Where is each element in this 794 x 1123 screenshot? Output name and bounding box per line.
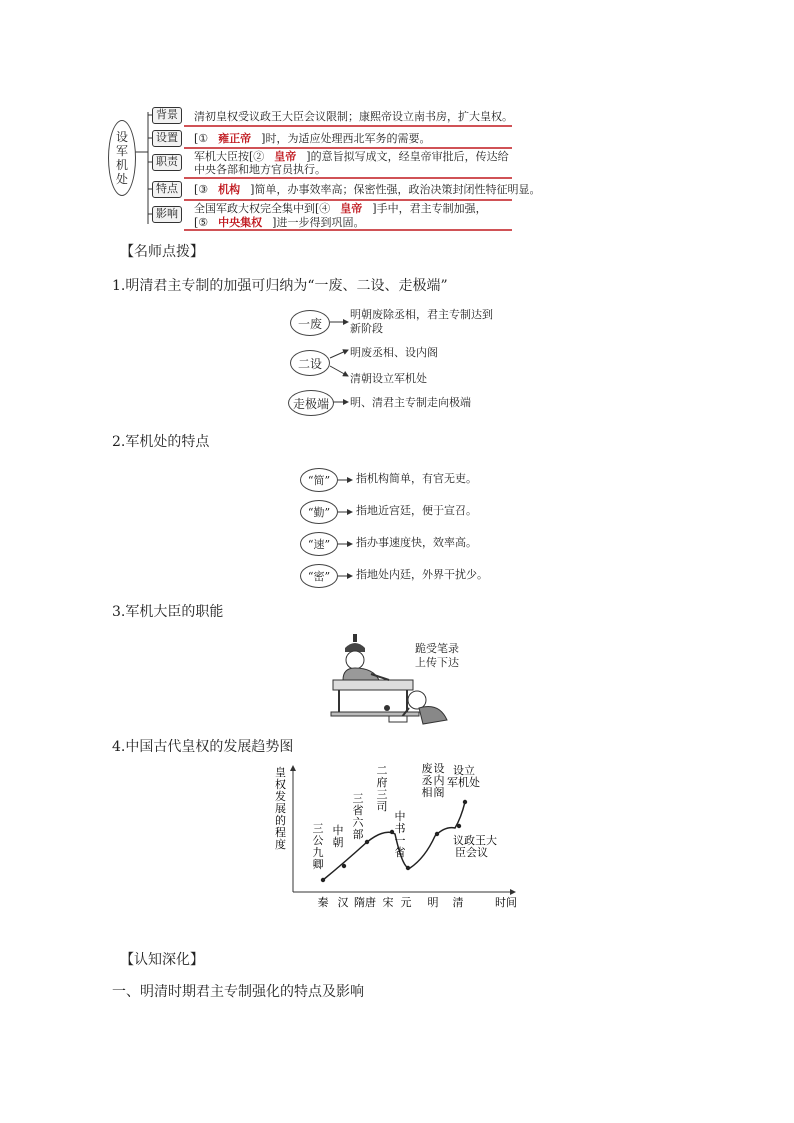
trend-point — [463, 800, 467, 804]
d1-text: 明、清君主专制走向极端 — [350, 396, 471, 409]
feature-desc: 指机构简单，有官无吏。 — [356, 472, 477, 485]
chart-annotation: 三省六部 — [352, 792, 364, 841]
chart-annotation: 中朝 — [332, 824, 344, 849]
diagram-yifei-ershe — [288, 306, 518, 416]
row-text-segment: ]简单，办事效率高；保密性强，政治决策封闭性特征明显。 — [250, 183, 541, 196]
trend-point — [406, 866, 410, 870]
feature-desc: 指办事速度快，效率高。 — [356, 536, 477, 549]
x-tick-label: 隋唐 — [354, 896, 376, 909]
row-text-segment: ]进一步得到巩固。 — [272, 216, 365, 229]
answer-text: 雍正帝 — [218, 132, 252, 145]
heading-renzhi: 【认知深化】 — [120, 952, 204, 968]
trend-point — [435, 832, 439, 836]
chart-annotation: 二府三司 — [376, 764, 388, 813]
feature-desc: 指地处内廷，外界干扰少。 — [356, 568, 488, 581]
junjichu-row-text — [194, 163, 326, 177]
row-text-segment: [③ — [194, 183, 209, 196]
row-text-segment: ]的意旨拟写成文，经皇帝审批后，传达给 — [306, 150, 509, 163]
d1-text: 新阶段 — [350, 322, 383, 335]
x-tick-label: 元 — [400, 896, 412, 909]
junjichu-tag: 职责 — [152, 154, 182, 171]
d1-text: 清朝设立军机处 — [350, 372, 427, 385]
junjichu-center-oval — [108, 120, 136, 196]
heading-s1: 1.明清君主专制的加强可归纳为“一废、二设、走极端” — [112, 278, 448, 294]
chart-annotation: 议政王大臣会议 — [453, 834, 497, 859]
feature-key: “密” — [300, 564, 338, 588]
heading-part1: 一、明清时期君主专制强化的特点及影响 — [112, 984, 364, 1000]
answer-text: 皇帝 — [340, 202, 363, 215]
x-tick-label: 秦 — [317, 896, 329, 909]
heading-s3: 3.军机大臣的职能 — [112, 604, 224, 620]
feature-key: “速” — [300, 532, 338, 556]
junjichu-tag: 影响 — [152, 206, 182, 223]
junjichu-tag: 设置 — [152, 130, 182, 147]
junjichu-row-text — [194, 150, 509, 164]
junjichu-row-text — [194, 183, 540, 197]
illustration-caption: 上传下达 — [415, 656, 459, 669]
row-text-segment: 中央各部和地方官员执行。 — [194, 163, 326, 176]
junjichu-row-text — [194, 110, 513, 124]
answer-text: 机构 — [218, 183, 241, 196]
row-text-segment: ]手中，君主专制加强， — [372, 202, 487, 215]
power-trend-chart — [275, 762, 525, 912]
x-tick-label: 汉 — [337, 896, 349, 909]
x-axis-label: 时间 — [495, 896, 517, 909]
heading-mingshi: 【名师点拨】 — [120, 244, 204, 260]
trend-point — [457, 824, 461, 828]
row-text-segment: 全国军政大权完全集中到[④ — [194, 202, 331, 215]
chart-annotation: 三公九卿 — [312, 822, 324, 871]
illustration-caption: 跪受笔录 — [415, 642, 459, 655]
chart-annotation: 废丞相设内阁 — [421, 762, 445, 799]
trend-point — [342, 864, 346, 868]
row-text-segment: [① — [194, 132, 209, 145]
x-tick-label: 清 — [452, 896, 464, 909]
heading-s4: 4.中国古代皇权的发展趋势图 — [112, 739, 294, 755]
answer-text: 皇帝 — [274, 150, 297, 163]
trend-chart-svg — [275, 762, 525, 912]
junjichu-row-text — [194, 216, 364, 230]
row-text-segment: 军机大臣按[② — [194, 150, 265, 163]
center-char: 设 — [115, 130, 128, 144]
center-char: 处 — [115, 172, 128, 186]
chart-annotation: 中书一省 — [394, 810, 406, 859]
x-tick-label: 宋 — [382, 896, 394, 909]
junjichu-tag: 特点 — [152, 181, 182, 198]
center-char: 机 — [115, 158, 128, 172]
chart-annotation: 设立军机处 — [447, 764, 480, 789]
answer-text: 中央集权 — [218, 216, 263, 229]
node-yifei: 一废 — [290, 310, 330, 336]
feature-key: “勤” — [300, 500, 338, 524]
diagram-features — [300, 468, 520, 588]
feature-desc: 指地近宫廷，便于宣召。 — [356, 504, 477, 517]
minister-illustration — [327, 630, 472, 726]
d1-text: 明朝废除丞相，君主专制达到 — [350, 308, 493, 321]
junjichu-row-text — [194, 202, 487, 216]
row-text-segment: ]时，为适应处理西北军务的需要。 — [261, 132, 431, 145]
x-tick-label: 明 — [427, 896, 439, 909]
junjichu-row-text — [194, 132, 430, 146]
junjichu-tag: 背景 — [152, 107, 182, 124]
heading-s2: 2.军机处的特点 — [112, 434, 210, 450]
row-text-segment: 清初皇权受议政王大臣会议限制；康熙帝设立南书房，扩大皇权。 — [194, 110, 513, 123]
trend-point — [321, 878, 325, 882]
junjichu-diagram — [108, 102, 541, 232]
feature-key: “简” — [300, 468, 338, 492]
node-zoujiduan: 走极端 — [288, 390, 334, 416]
d1-text: 明废丞相、设内阁 — [350, 346, 438, 359]
center-char: 军 — [115, 144, 128, 158]
row-text-segment: [⑤ — [194, 216, 209, 229]
y-axis-label: 皇权发展的程度 — [275, 766, 286, 851]
node-ershe: 二设 — [290, 350, 330, 376]
trend-point — [365, 840, 369, 844]
